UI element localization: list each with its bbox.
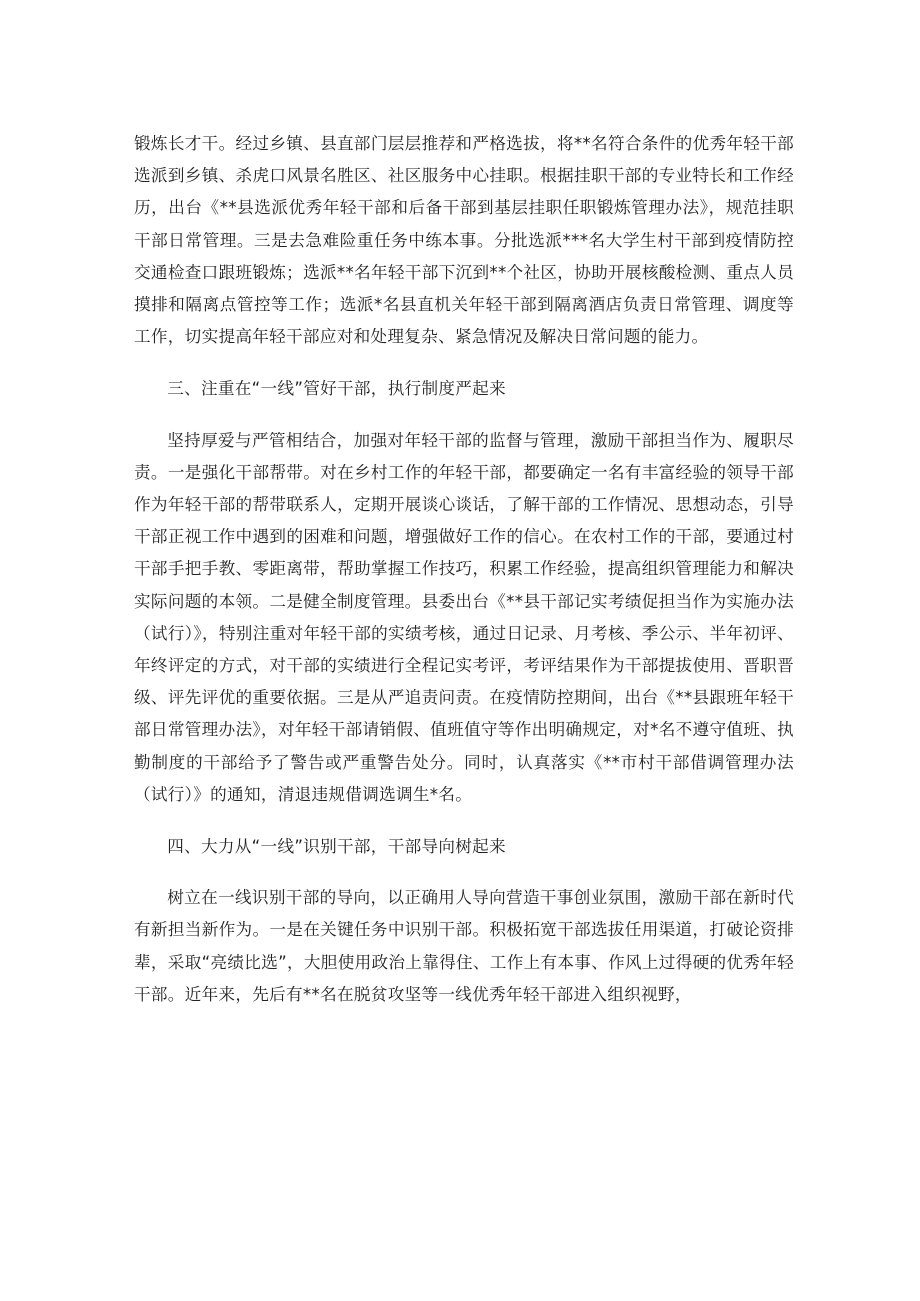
document-body <box>134 128 794 1011</box>
section-heading-three: 三、注重在“一线”管好干部，执行制度严起来 <box>167 379 506 399</box>
paragraph-cadre-management: 坚持厚爱与严管相结合，加强对年轻干部的监督与管理，激励干部担当作为、履职尽责。一是强化干部帮带。对在乡村工作的年轻干部，都要确定一名有丰富经验的领导干部作为年轻干部的帮带联系人，定期开展谈心谈话，了解干部的工作情况、思想动态，引导干部正视工作中遇到的困难和问题，增强做好工作的信心。在农村工作的干部，要通过村干部手把手教、零距离带，帮助掌握工作技巧，积累工作经验，提高组织管理能力和解决实际问题的本领。二是健全制度管理。县委出台《**县干部记实考绩促担当作为实施办法（试行）》，特别注重对年轻干部的实绩考核，通过日记录、月考核、季公示、半年初评、年终评定的方式，对干部的实绩进行全程记实考评，考评结果作为干部提拔使用、晋职晋级、评先评优的重要依据。三是从严追责问责。在疫情防控期间，出台《**县跟班年轻干部日常管理办法》，对年轻干部请销假、值班值守等作出明确规定，对*名不遵守值班、执勤制度的干部给予了警告或严重警告处分。同时，认真落实《**市村干部借调管理办法（试行）》的通知，清退违规借调选调生*名。 <box>134 430 794 804</box>
paragraph-cadre-identification: 树立在一线识别干部的导向，以正确用人导向营造干事创业氛围，激励干部在新时代有新担当新作为。一是在关键任务中识别干部。积极拓宽干部选拔任用渠道，打破论资排辈，采取“亮绩比选”，大胆使用政治上靠得住、工作上有本事、作风上过得硬的优秀年轻干部。近年来，先后有**名在脱贫攻坚等一线优秀年轻干部进入组织视野， <box>134 888 794 1004</box>
section-heading-four: 四、大力从“一线”识别干部，干部导向树起来 <box>167 837 506 857</box>
paragraph-cadre-training: 锻炼长才干。经过乡镇、县直部门层层推荐和严格选拔，将**名符合条件的优秀年轻干部选派到乡镇、杀虎口风景名胜区、社区服务中心挂职。根据挂职干部的专业特长和工作经历，出台《**县选派优秀年轻干部和后备干部到基层挂职任职锻炼管理办法》，规范挂职干部日常管理。三是去急难险重任务中练本事。分批选派***名大学生村干部到疫情防控交通检查口跟班锻炼；选派**名年轻干部下沉到**个社区，协助开展核酸检测、重点人员摸排和隔离点管控等工作；选派*名县直机关年轻干部到隔离酒店负责日常管理、调度等工作，切实提高年轻干部应对和处理复杂、紧急情况及解决日常问题的能力。 <box>134 134 794 347</box>
